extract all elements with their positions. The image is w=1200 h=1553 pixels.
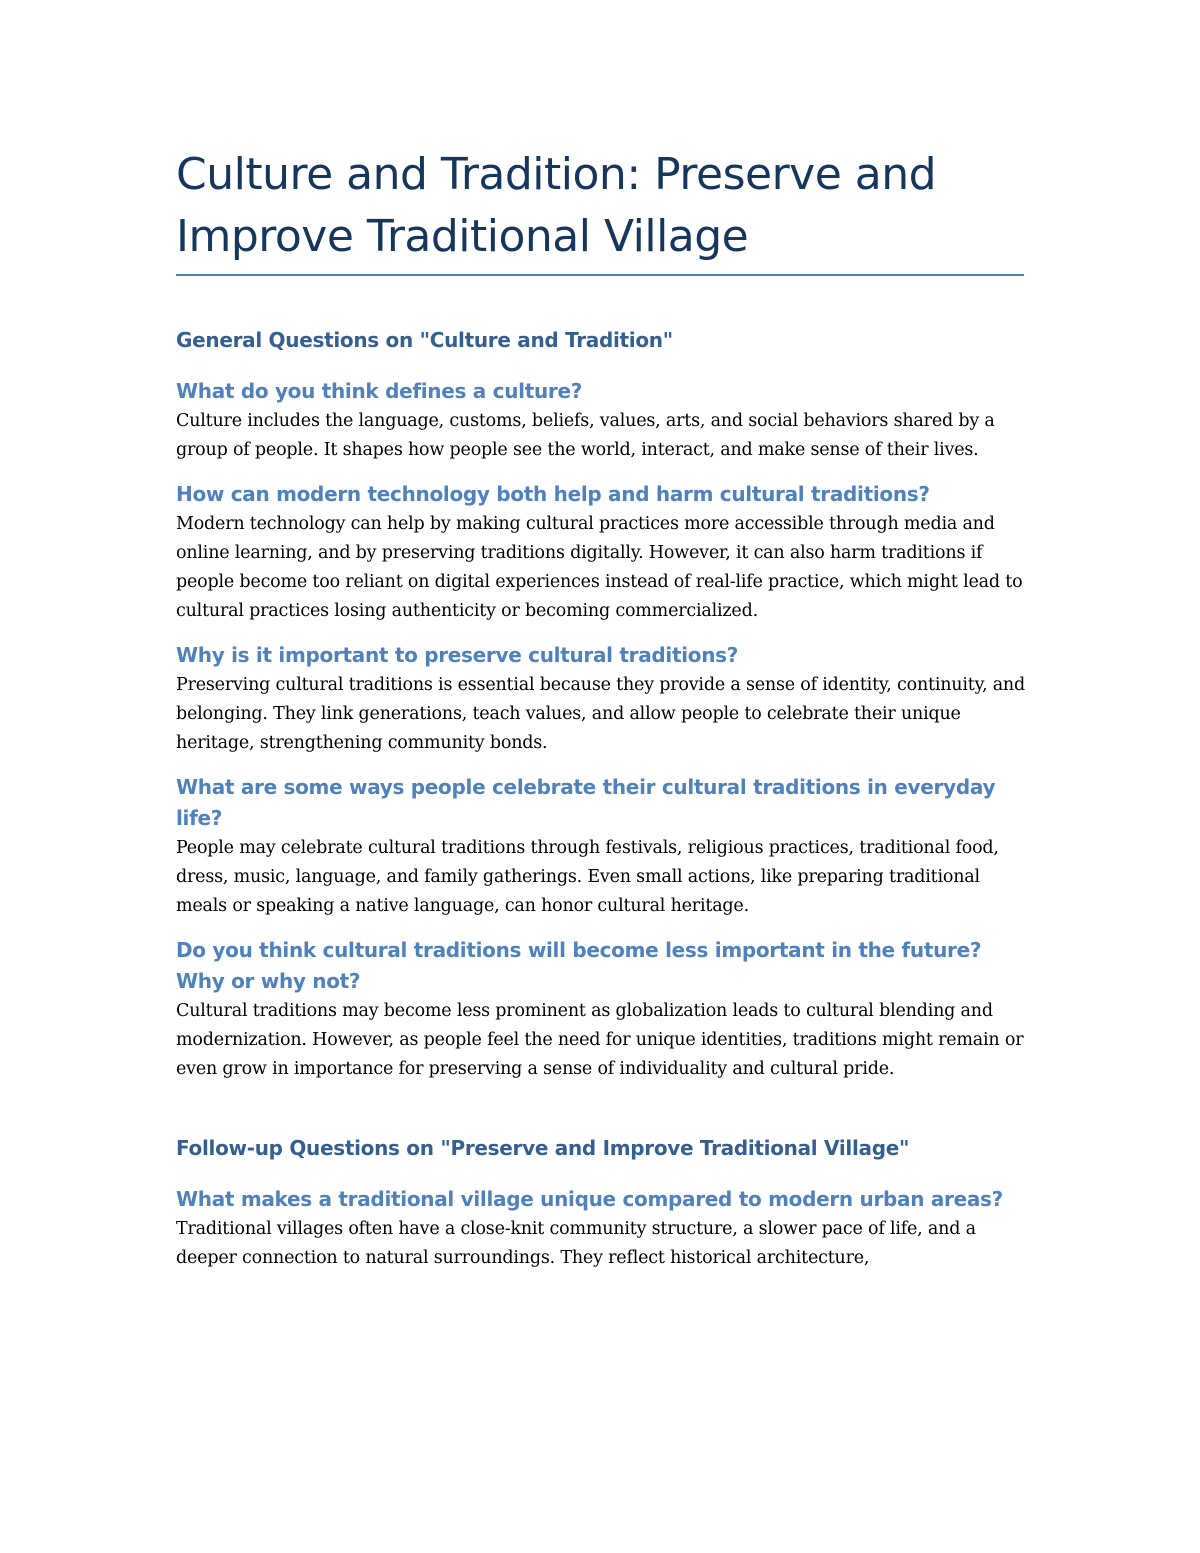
qa-item [176,640,1026,758]
answer-paragraph: Preserving cultural traditions is essential because they provide a sense of identity, continuity, and belonging. They link generations, teach values, and allow people to celebrate their unique heritage, strengthening community bonds. [176,675,1026,753]
section-heading: Follow-up Questions on "Preserve and Improve Traditional Village" [176,1136,910,1160]
document-page [176,0,1026,1273]
question-heading: What are some ways people celebrate their cultural traditions in everyday life? [176,775,996,830]
question-heading: How can modern technology both help and harm cultural traditions? [176,482,930,506]
qa-item [176,479,1026,626]
section-heading: General Questions on "Culture and Tradition" [176,328,673,352]
answer-paragraph: Culture includes the language, customs, beliefs, values, arts, and social behaviors shared by a group of people. It shapes how people see the world, interact, and make sense of their lives. [176,411,995,460]
question-heading: Do you think cultural traditions will become less important in the future? Why or why not? [176,938,982,993]
qa-item [176,772,1026,921]
title-underline [176,274,1024,276]
answer-paragraph: People may celebrate cultural traditions through festivals, religious practices, traditional food, dress, music, language, and family gatherings. Even small actions, like preparing traditional meals or speaking a native language, can honor cultural heritage. [176,838,999,916]
answer-paragraph: Modern technology can help by making cultural practices more accessible through media and online learning, and by preserving traditions digitally. However, it can also harm traditions if people become too reliant on digital experiences instead of real-life practice, which might lead to cultural practices losing authenticity or becoming commercialized. [176,514,1023,621]
question-heading: Why is it important to preserve cultural traditions? [176,643,739,667]
qa-item [176,376,1026,465]
answer-paragraph: Traditional villages often have a close-knit community structure, a slower pace of life, and a deeper connection to natural surroundings. They reflect historical architecture, [176,1219,976,1268]
answer-paragraph: Cultural traditions may become less prominent as globalization leads to cultural blending and modernization. However, as people feel the need for unique identities, traditions might remain or even grow in importance for preserving a sense of individuality and cultural pride. [176,1001,1024,1079]
section-general-questions [176,328,1026,1084]
document-title: Culture and Tradition: Preserve and Improve Traditional Village [176,149,937,262]
qa-item [176,1184,1026,1273]
question-heading: What do you think defines a culture? [176,379,583,403]
section-followup-questions [176,1136,1026,1273]
question-heading: What makes a traditional village unique compared to modern urban areas? [176,1187,1003,1211]
qa-item [176,935,1026,1084]
